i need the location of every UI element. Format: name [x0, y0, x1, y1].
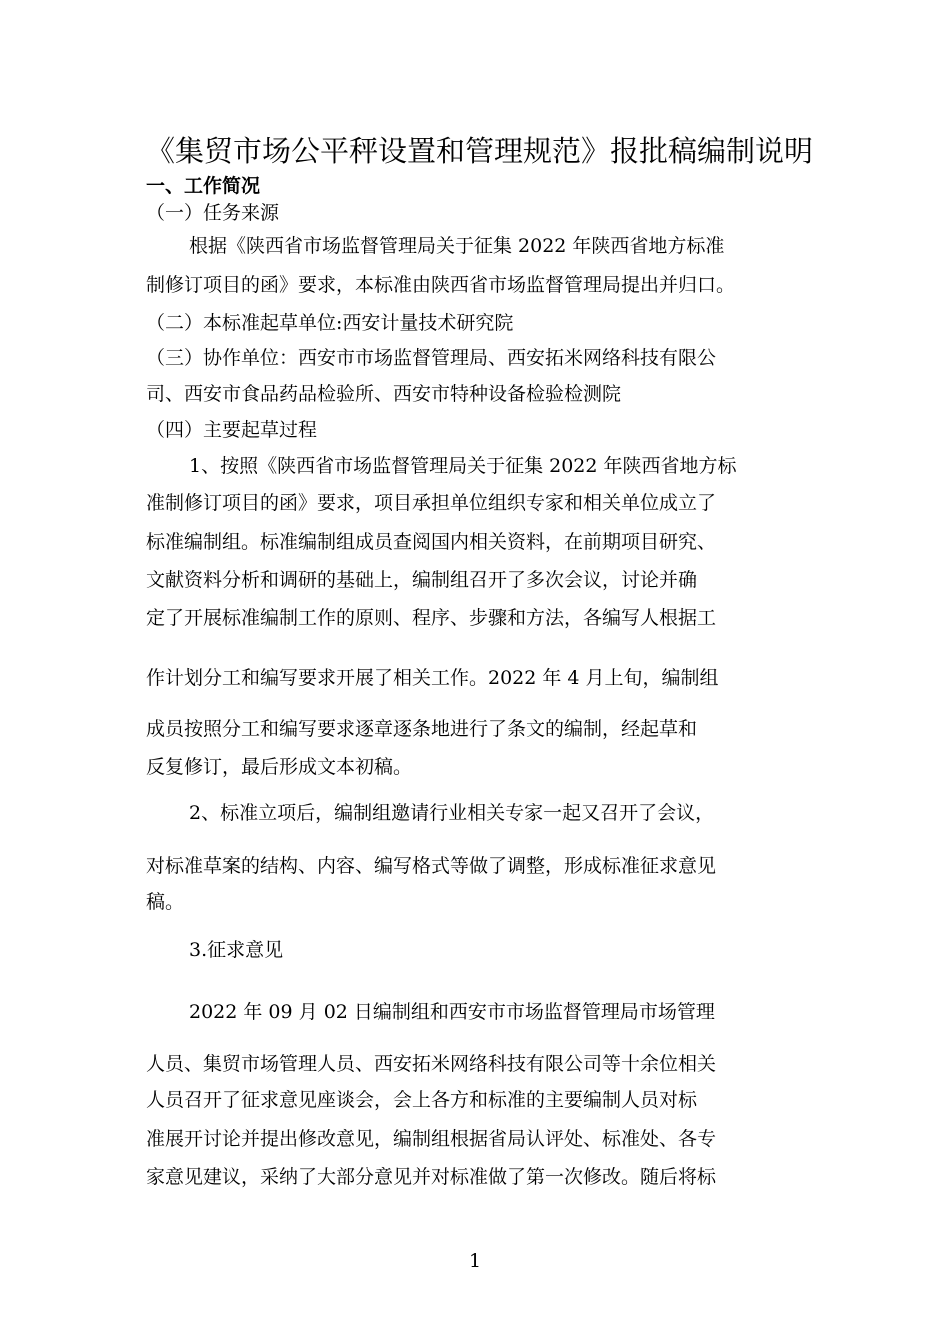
page-number: 1 — [468, 1250, 482, 1272]
subsection-drafting-process: （四）主要起草过程 — [146, 419, 318, 441]
paragraph-line: 制修订项目的函》要求，本标准由陕西省市场监督管理局提出并归口。 — [146, 274, 736, 296]
paragraph-line: 成员按照分工和编写要求逐章逐条地进行了条文的编制，经起草和 — [146, 718, 698, 740]
paragraph-line: 人员、集贸市场管理人员、西安拓米网络科技有限公司等十余位相关 — [146, 1053, 717, 1075]
paragraph-line: 2022 年 09 月 02 日编制组和西安市市场监督管理局市场管理 — [189, 1001, 715, 1023]
paragraph-line: 稿。 — [146, 891, 185, 913]
paragraph-line: 准展开讨论并提出修改意见，编制组根据省局认评处、标准处、各专 — [146, 1128, 717, 1150]
subsection-cooperating-units: （三）协作单位：西安市市场监督管理局、西安拓米网络科技有限公 — [146, 347, 717, 369]
section-heading: 一、工作简况 — [146, 175, 261, 197]
paragraph-line: 人员召开了征求意见座谈会，会上各方和标准的主要编制人员对标 — [146, 1089, 698, 1111]
paragraph-line: 准制修订项目的函》要求，项目承担单位组织专家和相关单位成立了 — [146, 492, 717, 514]
paragraph-line: 文献资料分析和调研的基础上，编制组召开了多次会议，讨论并确 — [146, 569, 698, 591]
document-title: 《集贸市场公平秤设置和管理规范》报批稿编制说明 — [146, 134, 814, 168]
paragraph-line: 对标准草案的结构、内容、编写格式等做了调整，形成标准征求意见 — [146, 855, 717, 877]
subsection-drafting-unit: （二）本标准起草单位:西安计量技术研究院 — [146, 312, 514, 334]
paragraph-line: 标准编制组。标准编制组成员查阅国内相关资料，在前期项目研究、 — [146, 531, 717, 553]
paragraph-line: 1、按照《陕西省市场监督管理局关于征集 2022 年陕西省地方标 — [189, 455, 737, 477]
subsection-task-source: （一）任务来源 — [146, 202, 280, 224]
paragraph-line: 作计划分工和编写要求开展了相关工作。2022 年 4 月上旬，编制组 — [146, 667, 719, 689]
paragraph-line: 2、标准立项后，编制组邀请行业相关专家一起又召开了会议， — [189, 802, 715, 824]
subsection-solicit-opinions: 3.征求意见 — [189, 939, 284, 961]
paragraph-line: 家意见建议，采纳了大部分意见并对标准做了第一次修改。随后将标 — [146, 1166, 717, 1188]
paragraph-line: 反复修订，最后形成文本初稿。 — [146, 756, 413, 778]
paragraph-line: 根据《陕西省市场监督管理局关于征集 2022 年陕西省地方标准 — [189, 235, 725, 257]
paragraph-line: 司、西安市食品药品检验所、西安市特种设备检验检测院 — [146, 383, 622, 405]
paragraph-line: 定了开展标准编制工作的原则、程序、步骤和方法，各编写人根据工 — [146, 607, 717, 629]
